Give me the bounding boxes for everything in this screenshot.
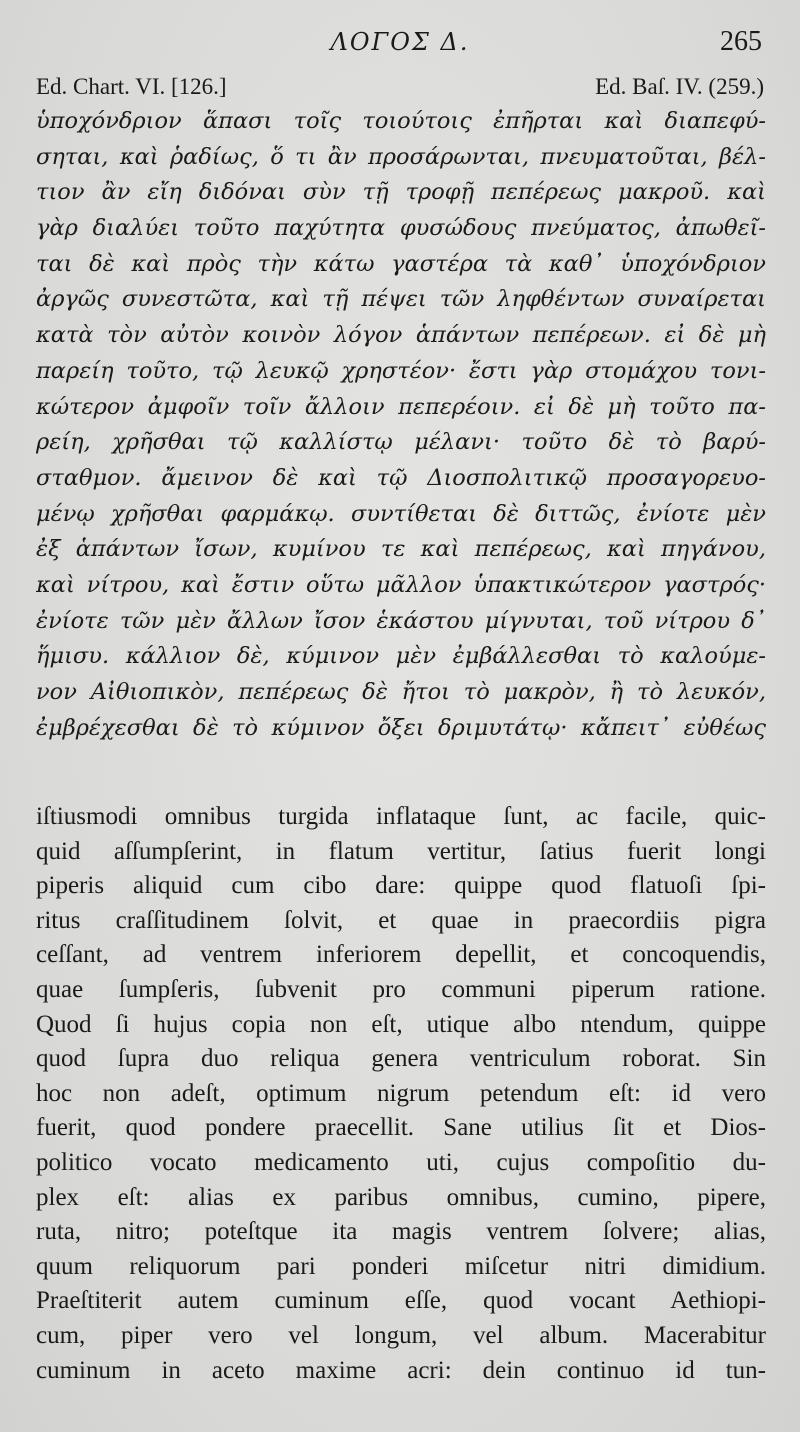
latin-text-line: piperis aliquid cum cibo dare: quippe quod flatuoſi ſpi- — [36, 872, 766, 900]
latin-text-block — [36, 800, 766, 1388]
edition-reference-left: Ed. Chart. VI. [126.] — [36, 74, 227, 99]
latin-text-line: ceſſant, ad ventrem inferiorem depellit, et concoquendis, — [36, 941, 766, 969]
greek-text-line: ἥμισυ. κάλλιον δὲ, κύμινον μὲν ἐμβάλλεσθαι τὸ καλούμε- — [36, 643, 766, 670]
greek-text-line: καὶ νίτρου, καὶ ἔστιν οὕτω μᾶλλον ὑπακτικώτερον γαστρός· — [36, 571, 766, 598]
latin-text-line: quod ſupra duo reliqua genera ventriculum roborat. Sin — [36, 1045, 766, 1073]
greek-text-line: τιον ἂν εἴη διδόναι σὺν τῇ τροφῇ πεπέρεως μακροῦ. καὶ — [36, 179, 766, 206]
latin-text-line: quid aſſumpſerint, in flatum vertitur, ſatius fuerit longi — [36, 837, 766, 865]
greek-text-line: ἀργῶς συνεστῶτα, καὶ τῇ πέψει τῶν ληφθέντων συναίρεται — [36, 286, 766, 313]
latin-text-line: quum reliquorum pari ponderi miſcetur nitri dimidium. — [36, 1252, 766, 1280]
greek-text-line: σηται, καὶ ῥαδίως, ὅ τι ἂν προσάρωνται, πνευματοῦται, βέλ- — [36, 143, 766, 170]
greek-text-line: ἐνίοτε τῶν μὲν ἄλλων ἴσον ἑκάστου μίγνυται, τοῦ νίτρου δ᾽ — [36, 607, 766, 634]
page-number: 265 — [720, 26, 762, 57]
greek-text-line: ται δὲ καὶ πρὸς τὴν κάτω γαστέρα τὰ καθ᾽ ὑποχόνδριον — [36, 250, 766, 277]
latin-text-line: quae ſumpſeris, ſubvenit pro communi piperum ratione. — [36, 975, 766, 1003]
greek-text-line: ρείη, χρῆσθαι τῷ καλλίστῳ μέλανι· τοῦτο δὲ τὸ βαρύ- — [36, 429, 766, 456]
greek-text-block — [36, 104, 766, 746]
latin-text-line: cuminum in aceto maxime acri: dein continuo id tun- — [36, 1356, 766, 1384]
greek-text-line: κώτερον ἀμφοῖν τοῖν ἄλλοιν πεπερέοιν. εἰ δὲ μὴ τοῦτο πα- — [36, 393, 766, 420]
edition-reference-right: Ed. Baſ. IV. (259.) — [595, 74, 764, 99]
greek-text-line: ἐμβρέχεσθαι δὲ τὸ κύμινον ὄξει δριμυτάτῳ· κἄπειτ᾽ εὐθέως — [36, 714, 766, 741]
greek-text-line: κατὰ τὸν αὐτὸν κοινὸν λόγον ἁπάντων πεπέρεων. εἰ δὲ μὴ — [36, 322, 766, 349]
latin-text-line: fuerit, quod pondere praecellit. Sane utilius ſit et Dios- — [36, 1114, 766, 1142]
greek-text-line: νον Αἰθιοπικὸν, πεπέρεως δὲ ἤτοι τὸ μακρὸν, ἢ τὸ λευκόν, — [36, 679, 766, 705]
latin-text-line: ritus craſſitudinem ſolvit, et quae in praecordiis pigra — [36, 906, 766, 934]
latin-text-line: plex eſt: alias ex paribus omnibus, cumino, pipere, — [36, 1183, 766, 1211]
latin-text-line: iſtiusmodi omnibus turgida inflataque ſunt, ac facile, quic- — [36, 803, 766, 830]
greek-text-line: παρείη τοῦτο, τῷ λευκῷ χρηστέον· ἔστι γὰρ στομάχου τονι- — [36, 357, 766, 384]
greek-text-line: σταθμον. ἄμεινον δὲ καὶ τῷ Διοσπολιτικῷ προσαγορευο- — [36, 464, 766, 491]
latin-text-line: politico vocato medicamento uti, cujus compoſitio du- — [36, 1148, 766, 1176]
greek-text-line: γὰρ διαλύει τοῦτο παχύτητα φυσώδους πνεύματος, ἀπωθεῖ- — [36, 215, 766, 242]
latin-text-line: cum, piper vero vel longum, vel album. Macerabitur — [36, 1321, 766, 1349]
greek-text-line: μένῳ χρῆσθαι φαρμάκῳ. συντίθεται δὲ διττῶς, ἐνίοτε μὲν — [36, 500, 766, 527]
latin-text-line: hoc non adeſt, optimum nigrum petendum eſt: id vero — [36, 1079, 766, 1107]
greek-text-line: ὑποχόνδριον ἅπασι τοῖς τοιούτοις ἐπῆρται καὶ διαπεφύ- — [36, 108, 766, 134]
latin-text-line: ruta, nitro; poteſtque ita magis ventrem ſolvere; alias, — [36, 1218, 766, 1246]
greek-text-line: ἐξ ἁπάντων ἴσων, κυμίνου τε καὶ πεπέρεως, καὶ πηγάνου, — [36, 536, 766, 563]
latin-text-line: Quod ſi hujus copia non eſt, utique albo ntendum, quippe — [36, 1010, 766, 1038]
latin-text-line: Praeſtiterit autem cuminum eſſe, quod vocant Aethiopi- — [36, 1287, 766, 1315]
running-title: ΛΟΓΟΣ Δ. — [330, 28, 470, 56]
